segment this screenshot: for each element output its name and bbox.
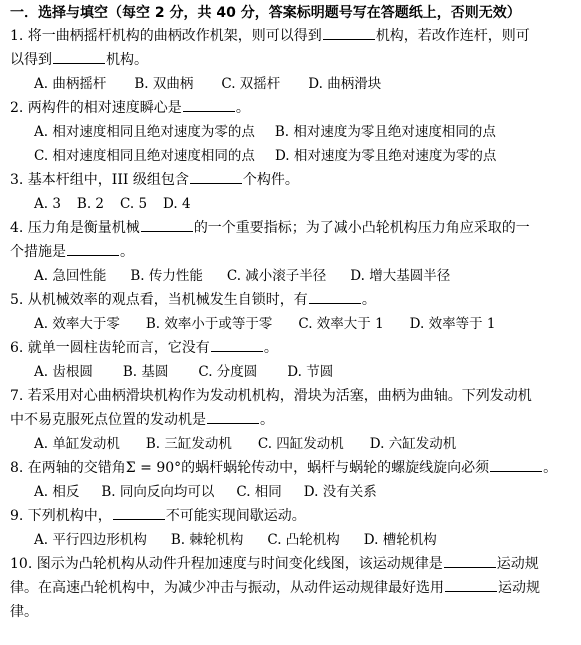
question-line [10, 384, 577, 408]
option-row [10, 192, 577, 216]
answer-blank[interactable] [53, 49, 105, 64]
question-text: 运动规 [498, 580, 540, 596]
question-line [10, 504, 577, 528]
question-text: 3. 基本杆组中，III 级组包含 [10, 172, 189, 188]
question-text: 7. 若采用对心曲柄滑块机构作为发动机机构，滑块为活塞，曲柄为曲轴。下列发动机 [10, 388, 532, 404]
answer-blank[interactable] [323, 25, 375, 40]
question-text: 个构件。 [242, 172, 299, 188]
question-text: 机构。 [106, 52, 148, 68]
option-c[interactable]: C. 效率大于 1 [298, 316, 384, 332]
option-c[interactable]: C. 双摇杆 [221, 76, 281, 92]
question-line [10, 288, 577, 312]
option-d[interactable]: D. 相对速度为零且绝对速度为零的点 [274, 148, 497, 164]
option-d[interactable]: D. 4 [163, 196, 191, 212]
answer-blank[interactable] [490, 457, 542, 472]
question-text: 8. 在两轴的交错角Σ = 90°的蜗杆蜗轮传动中，蜗杆与蜗轮的螺旋线旋向必须 [10, 460, 490, 476]
option-row [10, 432, 577, 456]
option-row [10, 264, 577, 288]
option-b[interactable]: B. 双曲柄 [134, 76, 194, 92]
question-1 [10, 24, 577, 96]
section-heading: 一．选择与填空（每空 2 分，共 40 分，答案标明题号写在答题纸上，否则无效） [10, 5, 521, 21]
question-8 [10, 456, 577, 504]
option-c[interactable]: C. 分度圆 [198, 364, 258, 380]
question-line [10, 576, 577, 600]
option-row [10, 480, 577, 504]
question-5 [10, 288, 577, 336]
question-7 [10, 384, 577, 456]
question-3 [10, 168, 577, 216]
option-b[interactable]: B. 2 [76, 196, 105, 212]
option-d[interactable]: D. 效率等于 1 [409, 316, 496, 332]
question-text: 。 [543, 460, 558, 476]
option-d[interactable]: D. 增大基圆半径 [350, 268, 451, 284]
option-a[interactable]: A. 齿根圆 [34, 364, 93, 380]
option-c[interactable]: C. 5 [120, 196, 148, 212]
option-b[interactable]: B. 三缸发动机 [145, 436, 232, 452]
option-a[interactable]: A. 3 [34, 196, 61, 212]
option-d[interactable]: D. 六缸发动机 [369, 436, 457, 452]
option-row [10, 360, 577, 384]
option-b[interactable]: B. 效率小于或等于零 [145, 316, 273, 332]
option-a[interactable]: A. 急回性能 [34, 268, 107, 284]
answer-blank[interactable] [141, 217, 193, 232]
option-a[interactable]: A. 单缸发动机 [34, 436, 120, 452]
option-row [10, 144, 577, 168]
answer-blank[interactable] [445, 577, 497, 592]
option-c[interactable]: C. 凸轮机构 [267, 532, 340, 548]
question-line [10, 456, 577, 480]
answer-blank[interactable] [444, 553, 496, 568]
option-d[interactable]: D. 没有关系 [303, 484, 377, 500]
option-b[interactable]: B. 同向反向均可以 [101, 484, 215, 500]
option-row [10, 528, 577, 552]
question-text: 5. 从机械效率的观点看，当机械发生自锁时，有 [10, 292, 308, 308]
option-d[interactable]: D. 节圆 [287, 364, 334, 380]
question-text: 。 [235, 100, 250, 116]
option-d[interactable]: D. 槽轮机构 [363, 532, 437, 548]
answer-blank[interactable] [309, 289, 361, 304]
question-line [10, 168, 577, 192]
question-line [10, 216, 577, 240]
option-c[interactable]: C. 减小滚子半径 [226, 268, 327, 284]
question-text: 1. 将一曲柄摇杆机构的曲柄改作机架，则可以得到 [10, 28, 322, 44]
option-row [10, 312, 577, 336]
question-line [10, 96, 577, 120]
question-text: 不可能实现间歇运动。 [165, 508, 306, 524]
option-b[interactable]: B. 传力性能 [130, 268, 203, 284]
answer-blank[interactable] [211, 337, 263, 352]
answer-blank[interactable] [67, 241, 119, 256]
option-c[interactable]: C. 相对速度相同且绝对速度相同的点 [34, 148, 255, 164]
question-text: 的一个重要指标；为了减小凸轮机构压力角应采取的一 [193, 220, 530, 236]
option-a[interactable]: A. 曲柄摇杆 [34, 76, 107, 92]
option-d[interactable]: D. 曲柄滑块 [308, 76, 382, 92]
question-text: 。 [361, 292, 376, 308]
question-list [10, 24, 577, 624]
question-text: 10. 图示为凸轮机构从动件升程加速度与时间变化线图，该运动规律是 [10, 556, 443, 572]
question-10 [10, 552, 577, 624]
option-a[interactable]: A. 平行四边形机构 [34, 532, 147, 548]
question-text: 以得到 [10, 52, 52, 68]
option-b[interactable]: B. 相对速度为零且绝对速度相同的点 [274, 124, 496, 140]
question-text: 机构，若改作连杆，则可 [375, 28, 530, 44]
option-a[interactable]: A. 效率大于零 [34, 316, 120, 332]
question-6 [10, 336, 577, 384]
option-a[interactable]: A. 相对速度相同且绝对速度为零的点 [34, 124, 255, 140]
answer-blank[interactable] [183, 97, 235, 112]
question-text: 运动规 [496, 556, 539, 572]
option-row [10, 72, 577, 96]
question-text: 律。 [10, 604, 38, 620]
question-line [10, 600, 577, 624]
question-line [10, 408, 577, 432]
question-4 [10, 216, 577, 288]
question-text: 6. 就单一圆柱齿轮而言，它没有 [10, 340, 210, 356]
question-line [10, 552, 577, 576]
question-text: 中不易克服死点位置的发动机是 [10, 412, 206, 428]
answer-blank[interactable] [190, 169, 242, 184]
option-a[interactable]: A. 相反 [34, 484, 80, 500]
question-text: 。 [120, 244, 134, 260]
question-2 [10, 96, 577, 168]
question-line [10, 336, 577, 360]
option-c[interactable]: C. 四缸发动机 [257, 436, 344, 452]
answer-blank[interactable] [207, 409, 259, 424]
option-b[interactable]: B. 棘轮机构 [170, 532, 244, 548]
question-9 [10, 504, 577, 552]
question-text: 律。在高速凸轮机构中，为减少冲击与振动，从动件运动规律最好选用 [10, 580, 444, 596]
option-b[interactable]: B. 基圆 [122, 364, 169, 380]
question-line [10, 48, 577, 72]
question-line [10, 24, 577, 48]
answer-blank[interactable] [113, 505, 165, 520]
question-text: 9. 下列机构中， [10, 508, 112, 524]
question-text: 4. 压力角是衡量机械 [10, 220, 140, 236]
question-text: 2. 两构件的相对速度瞬心是 [10, 100, 182, 116]
question-text: 。 [263, 340, 278, 356]
question-line [10, 240, 577, 264]
question-text: 。 [260, 412, 274, 428]
option-row [10, 120, 577, 144]
option-c[interactable]: C. 相同 [236, 484, 282, 500]
question-text: 个措施是 [10, 244, 66, 260]
